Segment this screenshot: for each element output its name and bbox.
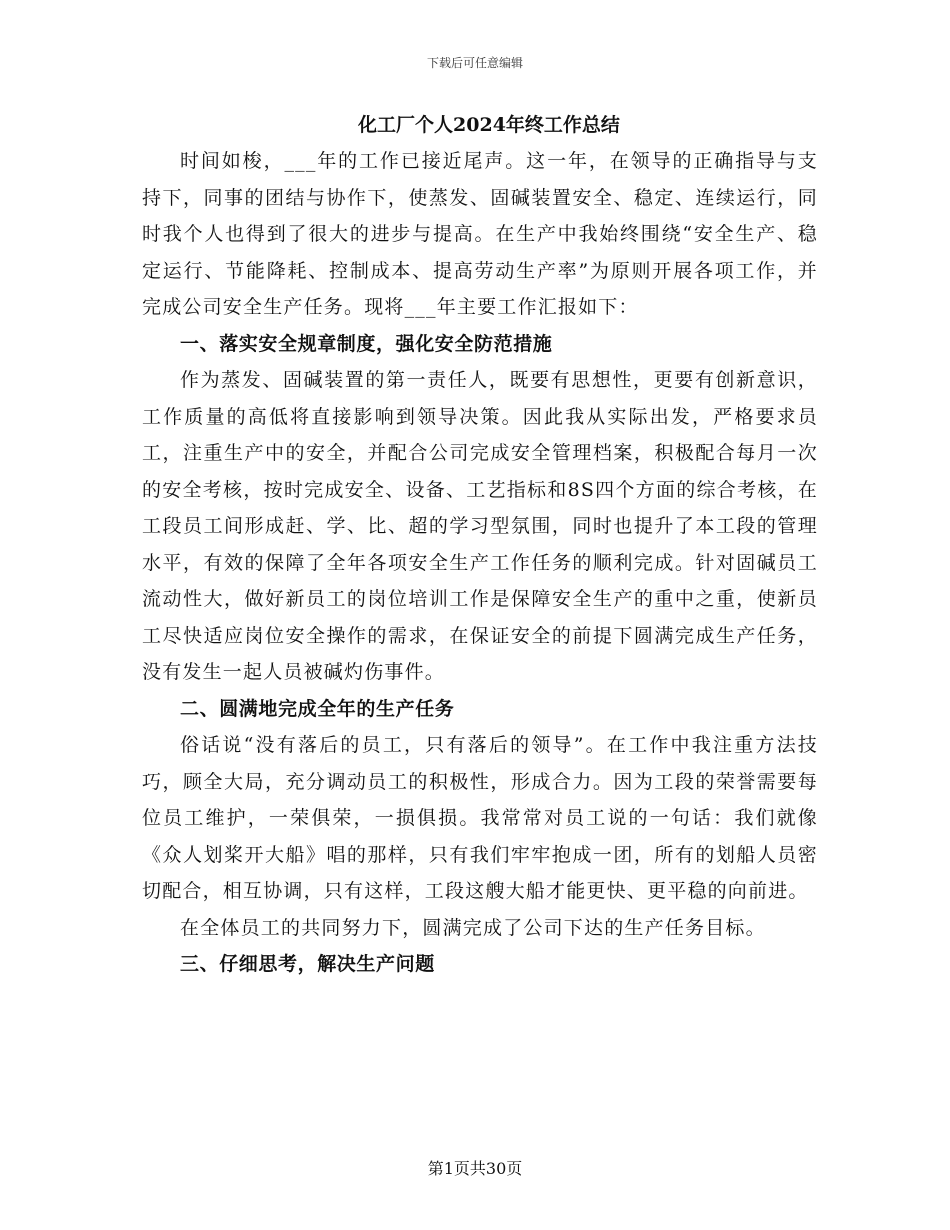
section-1-paragraph: 作为蒸发、固碱装置的第一责任人，既要有思想性，更要有创新意识，工作质量的高低将直接影响到领导决策。因此我从实际出发，严格要求员工，注重生产中的安全，并配合公司完成安全管理档案，积极配合每月一次的安全考核，按时完成安全、设备、工艺指标和8S四个方面的综合考核，在工段员工间形成赶、学、比、超的学习型氛围，同时也提升了本工段的管理水平，有效的保障了全年各项安全生产工作任务的顺利完成。针对固碱员工流动性大，做好新员工的岗位培训工作是保障安全生产的重中之重，使新员工尽快适应岗位安全操作的需求，在保证安全的前提下圆满完成生产任务，没有发生一起人员被碱灼伤事件。 bbox=[142, 369, 818, 683]
document-title: 化工厂个人2024年终工作总结 bbox=[358, 114, 620, 136]
section-heading-1: 一、落实安全规章制度，强化安全防范措施 bbox=[180, 332, 553, 355]
header-note: 下载后可任意编辑 bbox=[426, 56, 523, 70]
section-heading-3: 三、仔细思考，解决生产问题 bbox=[180, 953, 435, 975]
section-heading-2: 二、圆满地完成全年的生产任务 bbox=[180, 697, 455, 720]
intro-paragraph: 时间如梭，___年的工作已接近尾声。这一年，在领导的正确指导与支持下，同事的团结与协作下，使蒸发、固碱装置安全、稳定、连续运行，同时我个人也得到了很大的进步与提高。在生产中我始终围绕“安全生产、稳定运行、节能降耗、控制成本、提高劳动生产率”为原则开展各项工作，并完成公司安全生产任务。现将___年主要工作汇报如下： bbox=[142, 150, 818, 318]
section-2-conclusion: 在全体员工的共同努力下，圆满完成了公司下达的生产任务目标。 bbox=[180, 916, 766, 939]
document-body bbox=[142, 107, 818, 983]
section-2-paragraph: 俗话说“没有落后的员工，只有落后的领导”。在工作中我注重方法技巧，顾全大局，充分调动员工的积极性，形成合力。因为工段的荣誉需要每位员工维护，一荣俱荣，一损俱损。我常常对员工说的一句话：我们就像《众人划桨开大船》唱的那样，只有我们牢牢抱成一团，所有的划船人员密切配合，相互协调，只有这样，工段这艘大船才能更快、更平稳的向前进。 bbox=[142, 734, 818, 902]
page-footer: 第1页共30页 bbox=[427, 1159, 523, 1178]
